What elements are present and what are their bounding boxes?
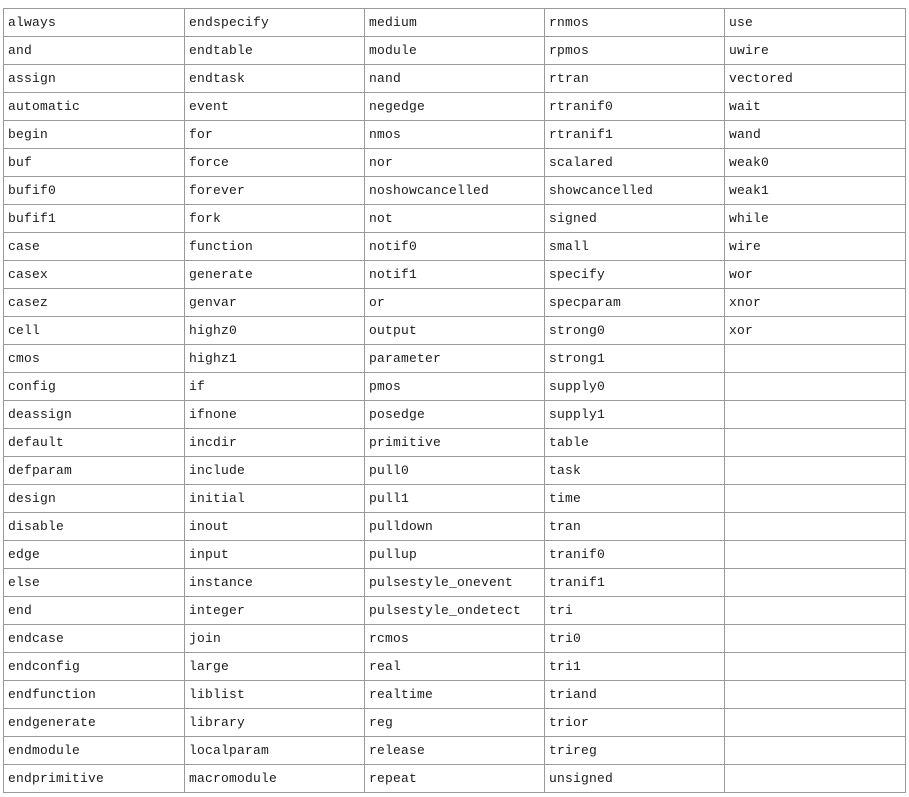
keyword-cell: output <box>365 317 545 345</box>
keyword-cell: weak1 <box>725 177 906 205</box>
keyword-cell: endmodule <box>4 737 185 765</box>
keyword-cell <box>725 541 906 569</box>
table-row <box>4 569 906 597</box>
table-row <box>4 653 906 681</box>
keyword-cell: wand <box>725 121 906 149</box>
table-row <box>4 345 906 373</box>
keyword-cell: supply1 <box>545 401 725 429</box>
keyword-cell: primitive <box>365 429 545 457</box>
keyword-cell <box>725 709 906 737</box>
keyword-cell: repeat <box>365 765 545 793</box>
keyword-cell: incdir <box>185 429 365 457</box>
keyword-cell: design <box>4 485 185 513</box>
keyword-cell <box>725 625 906 653</box>
keyword-cell: rtranif0 <box>545 93 725 121</box>
keyword-cell: tri <box>545 597 725 625</box>
keyword-cell: fork <box>185 205 365 233</box>
keyword-cell: bufif0 <box>4 177 185 205</box>
keyword-cell: strong1 <box>545 345 725 373</box>
keywords-table <box>3 8 906 793</box>
table-row <box>4 9 906 37</box>
keyword-cell: or <box>365 289 545 317</box>
keyword-cell: endtask <box>185 65 365 93</box>
keyword-cell: tranif1 <box>545 569 725 597</box>
keyword-cell: tri1 <box>545 653 725 681</box>
keywords-table-container <box>3 8 906 793</box>
table-row <box>4 233 906 261</box>
keyword-cell: showcancelled <box>545 177 725 205</box>
table-row <box>4 121 906 149</box>
keyword-cell: highz0 <box>185 317 365 345</box>
keyword-cell: wire <box>725 233 906 261</box>
keyword-cell: xor <box>725 317 906 345</box>
keyword-cell: genvar <box>185 289 365 317</box>
keyword-cell: notif0 <box>365 233 545 261</box>
keyword-cell: release <box>365 737 545 765</box>
keyword-cell: else <box>4 569 185 597</box>
keyword-cell: endtable <box>185 37 365 65</box>
keyword-cell: unsigned <box>545 765 725 793</box>
keyword-cell: default <box>4 429 185 457</box>
keyword-cell: always <box>4 9 185 37</box>
table-row <box>4 737 906 765</box>
table-row <box>4 261 906 289</box>
keyword-cell: ifnone <box>185 401 365 429</box>
keyword-cell: rpmos <box>545 37 725 65</box>
keyword-cell: supply0 <box>545 373 725 401</box>
keyword-cell: join <box>185 625 365 653</box>
keyword-cell: endfunction <box>4 681 185 709</box>
keyword-cell: cell <box>4 317 185 345</box>
keyword-cell: rtranif1 <box>545 121 725 149</box>
keyword-cell <box>725 401 906 429</box>
keyword-cell: notif1 <box>365 261 545 289</box>
keyword-cell: task <box>545 457 725 485</box>
keyword-cell: defparam <box>4 457 185 485</box>
table-row <box>4 177 906 205</box>
keyword-cell: tranif0 <box>545 541 725 569</box>
keyword-cell: config <box>4 373 185 401</box>
table-row <box>4 709 906 737</box>
table-row <box>4 205 906 233</box>
table-row <box>4 289 906 317</box>
table-row <box>4 457 906 485</box>
keyword-cell: vectored <box>725 65 906 93</box>
keyword-cell <box>725 457 906 485</box>
keyword-cell: deassign <box>4 401 185 429</box>
keyword-cell: uwire <box>725 37 906 65</box>
table-row <box>4 429 906 457</box>
keyword-cell: pull1 <box>365 485 545 513</box>
keyword-cell: small <box>545 233 725 261</box>
keyword-cell: function <box>185 233 365 261</box>
keyword-cell: tri0 <box>545 625 725 653</box>
keyword-cell: not <box>365 205 545 233</box>
keyword-cell: strong0 <box>545 317 725 345</box>
keyword-cell: initial <box>185 485 365 513</box>
keyword-cell: for <box>185 121 365 149</box>
keywords-table-body <box>4 9 906 793</box>
table-row <box>4 93 906 121</box>
keyword-cell: signed <box>545 205 725 233</box>
keyword-cell: pulsestyle_ondetect <box>365 597 545 625</box>
keyword-cell: if <box>185 373 365 401</box>
keyword-cell <box>725 737 906 765</box>
keyword-cell: nor <box>365 149 545 177</box>
keyword-cell: and <box>4 37 185 65</box>
keyword-cell: generate <box>185 261 365 289</box>
table-row <box>4 401 906 429</box>
keyword-cell: pulldown <box>365 513 545 541</box>
keyword-cell <box>725 513 906 541</box>
keyword-cell: casex <box>4 261 185 289</box>
keyword-cell: parameter <box>365 345 545 373</box>
keyword-cell: while <box>725 205 906 233</box>
keyword-cell: end <box>4 597 185 625</box>
keyword-cell: table <box>545 429 725 457</box>
keyword-cell: cmos <box>4 345 185 373</box>
keyword-cell <box>725 653 906 681</box>
keyword-cell: module <box>365 37 545 65</box>
keyword-cell: macromodule <box>185 765 365 793</box>
keyword-cell: large <box>185 653 365 681</box>
keyword-cell: scalared <box>545 149 725 177</box>
keyword-cell: library <box>185 709 365 737</box>
keyword-cell: highz1 <box>185 345 365 373</box>
keyword-cell: casez <box>4 289 185 317</box>
keyword-cell: force <box>185 149 365 177</box>
table-row <box>4 597 906 625</box>
keyword-cell: disable <box>4 513 185 541</box>
table-row <box>4 373 906 401</box>
keyword-cell: pmos <box>365 373 545 401</box>
keyword-cell <box>725 765 906 793</box>
keyword-cell: realtime <box>365 681 545 709</box>
keyword-cell: inout <box>185 513 365 541</box>
keyword-cell: wait <box>725 93 906 121</box>
keyword-cell: buf <box>4 149 185 177</box>
keyword-cell: liblist <box>185 681 365 709</box>
keyword-cell: nmos <box>365 121 545 149</box>
keyword-cell: rnmos <box>545 9 725 37</box>
keyword-cell: rcmos <box>365 625 545 653</box>
keyword-cell: noshowcancelled <box>365 177 545 205</box>
keyword-cell: localparam <box>185 737 365 765</box>
keyword-cell: pullup <box>365 541 545 569</box>
keyword-cell: negedge <box>365 93 545 121</box>
table-row <box>4 37 906 65</box>
keyword-cell: pull0 <box>365 457 545 485</box>
keyword-cell: assign <box>4 65 185 93</box>
keyword-cell: endgenerate <box>4 709 185 737</box>
keyword-cell: automatic <box>4 93 185 121</box>
keyword-cell: endprimitive <box>4 765 185 793</box>
keyword-cell: specparam <box>545 289 725 317</box>
table-row <box>4 513 906 541</box>
keyword-cell: integer <box>185 597 365 625</box>
keyword-cell: specify <box>545 261 725 289</box>
keyword-cell: endcase <box>4 625 185 653</box>
keyword-cell <box>725 373 906 401</box>
keyword-cell: time <box>545 485 725 513</box>
keyword-cell <box>725 569 906 597</box>
table-row <box>4 149 906 177</box>
table-row <box>4 541 906 569</box>
keyword-cell <box>725 345 906 373</box>
keyword-cell: rtran <box>545 65 725 93</box>
keyword-cell: weak0 <box>725 149 906 177</box>
keyword-cell: event <box>185 93 365 121</box>
keyword-cell <box>725 429 906 457</box>
keyword-cell: trireg <box>545 737 725 765</box>
keyword-cell: nand <box>365 65 545 93</box>
keyword-cell <box>725 597 906 625</box>
keyword-cell: real <box>365 653 545 681</box>
table-row <box>4 485 906 513</box>
keyword-cell: edge <box>4 541 185 569</box>
keyword-cell <box>725 681 906 709</box>
keyword-cell: reg <box>365 709 545 737</box>
keyword-cell: include <box>185 457 365 485</box>
keyword-cell: forever <box>185 177 365 205</box>
keyword-cell <box>725 485 906 513</box>
keyword-cell: bufif1 <box>4 205 185 233</box>
keyword-cell: case <box>4 233 185 261</box>
keyword-cell: medium <box>365 9 545 37</box>
keyword-cell: triand <box>545 681 725 709</box>
keyword-cell: endconfig <box>4 653 185 681</box>
keyword-cell: endspecify <box>185 9 365 37</box>
keyword-cell: begin <box>4 121 185 149</box>
keyword-cell: posedge <box>365 401 545 429</box>
table-row <box>4 317 906 345</box>
table-row <box>4 681 906 709</box>
keyword-cell: wor <box>725 261 906 289</box>
keyword-cell: pulsestyle_onevent <box>365 569 545 597</box>
table-row <box>4 765 906 793</box>
table-row <box>4 625 906 653</box>
keyword-cell: use <box>725 9 906 37</box>
keyword-cell: trior <box>545 709 725 737</box>
keyword-cell: xnor <box>725 289 906 317</box>
keyword-cell: tran <box>545 513 725 541</box>
keyword-cell: input <box>185 541 365 569</box>
table-row <box>4 65 906 93</box>
keyword-cell: instance <box>185 569 365 597</box>
